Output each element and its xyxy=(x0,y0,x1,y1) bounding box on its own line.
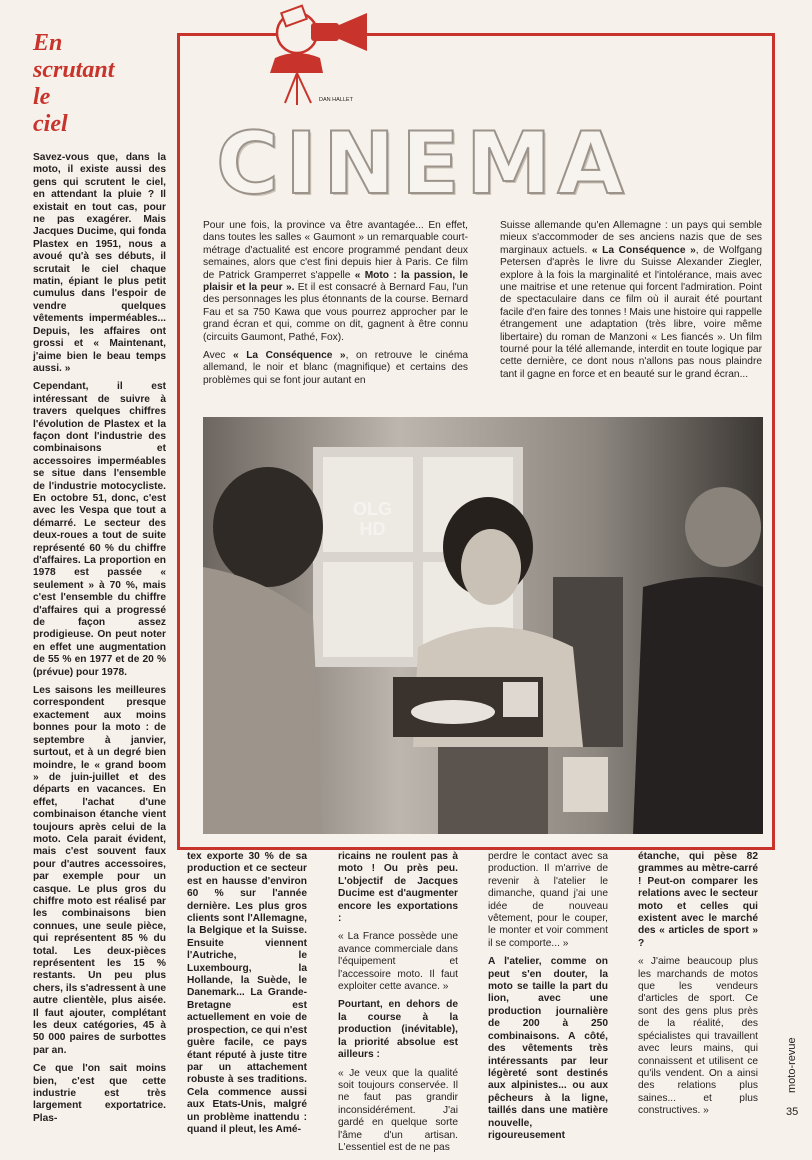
bold-text: A l'atelier, comme on peut s'en douter, la moto se taille la part du lion, avec une production journalière de 200 à 250 combinaisons. A côté, des vêtements très intéressants par leur légèreté sont destinés aux alpinistes... ou aux pêcheurs à la ligne, taillés dans une matière nouvelle, rigoureusement xyxy=(488,956,608,1141)
text: « J'aime beaucoup plus les marchands de motos que les vendeurs d'articles de sport. Ce sont des gens plus près de la réalité, des spécialistes qui travaillent avec leurs mains, qui connaissent et utilisent ce qu'ils vendent. On a ainsi des relations plus saines... et plus constructives. » xyxy=(638,956,758,1117)
article-title xyxy=(33,30,153,138)
bold-text: « La Conséquence » xyxy=(233,350,346,362)
text: , de Wolfgang Petersen d'après le livre du Suisse Alexander Ziegler, explore à la fois la marginalité et l'intolérance, mais avec une maitrise et une retenue qui forcent l'admiration. Point de spectaculaire dans ce film où il aurait été pourtant facile d'en faire des tonnes ! Mais une histoire qui rappelle étrangement une adaptation (très libre, voire même libertaire) du roman de Manzoni « Les fiancés ». Un film tourné pour la télé allemande, interdit en toute logique par cette dernière, ce dont nous n'allons pas nous plaindre tant il gagne en force et en beauté sur le grand écran... xyxy=(500,244,763,380)
paragraph: Ce que l'on sait moins bien, c'est que cette industrie est très largement exportatrice. Plas- xyxy=(33,1063,166,1124)
watermark-line: HD xyxy=(359,519,386,539)
paragraph xyxy=(338,931,458,993)
paragraph xyxy=(338,851,458,925)
text: « Je veux que la qualité soit toujours conservée. Il ne faut pas grandir inconsidérément. J'ai gardé en quelque sorte l'âme d'un artisan. L'essentiel est de ne pas xyxy=(338,1067,458,1153)
bottom-column-3 xyxy=(488,851,608,1148)
film-still-photo xyxy=(203,417,763,834)
paragraph xyxy=(488,851,608,950)
cinema-heading: CINEMA xyxy=(216,114,630,214)
text: Et il est consacré à Bernard Fau, l'un des personnages les plus étonnants de la course. Bernard Fau et sa 750 Kawa que vous pourrez approcher par le grand écran et qui, comme on dit, gagnent à être connu (circuits Gaumont, Pathé, Fox). xyxy=(203,282,468,343)
bold-text: Pourtant, en dehors de la course à la production (inévitable), la priorité absolue est ailleurs : xyxy=(338,999,458,1061)
page-number: 35 xyxy=(786,1106,799,1118)
text: Avec xyxy=(203,350,233,362)
bold-text: « Moto : la passion, le plaisir et la peur ». xyxy=(203,269,469,294)
title-line: ciel xyxy=(33,111,68,137)
paragraph: Les saisons les meilleures correspondent presque exactement aux moins bonnes pour la moto : de septembre à janvier, surtout, et à un degré bien moindre, le « grand boom » de juin-juillet et des départs en vacances. En effet, l'achat d'une combinaison étanche vient toujours après celui de la moto. Cela parait évident, mais c'est souvent faux pour d'autres accessoires, par exemple pour un casque. Le plus gros du chiffre moto est réalisé par les combinaisons bien connues, une seule pièce, qui représentent 85 % du total. Les deux-pièces représentent les 15 % restants. Un peu plus chers, ils s'adressent à une autre clientèle, plus aisée. Il faut ajouter, complétant les deux catégories, 45 à 50 000 paires de surbottes par an. xyxy=(33,685,166,1056)
title-line: le xyxy=(33,84,51,110)
text: , on retrouve le cinéma allemand, le noir et blanc (magnifique) et certains des problèmes qui se font jour autant en xyxy=(203,350,468,386)
text: Suisse allemande qu'en Allemagne : un pays qui semble mieux s'accommoder de ses anciens nazis que de ses marginaux actuels. xyxy=(500,220,762,256)
watermark-line: OLG xyxy=(353,499,392,519)
paragraph xyxy=(203,350,468,387)
paragraph xyxy=(638,956,758,1117)
bold-text: « La Conséquence » xyxy=(591,244,696,256)
bold-text: tex exporte 30 % de sa production et ce secteur est en hausse d'environ 60 % sur l'année dernière. Les plus gros clients sont l'Allemagne, la Belgique et la Suisse. Ensuite viennent l'Autriche, le Luxembourg, la Hollande, la Suède, le Danemark... La Grande-Bretagne est actuellement en voie de prospection, ce qui n'est guère facile, ce pays étant réputé à juste titre par un attachement robuste à ses traditions. Cela commence aussi aux Etats-Unis, malgré un problème inattendu : quand il pleut, les Amé- xyxy=(187,851,307,1135)
paragraph xyxy=(338,1068,458,1155)
text: Pour une fois, la province va être avantagée... En effet, dans toutes les salles « Gaumont » un remarquable court-métrage d'actualité est encore programmé pendant deux semaines, alors que c'est fini depuis hier à Paris. Ce film de Patrick Gramperret s'appelle xyxy=(203,220,468,281)
title-line: scrutant xyxy=(33,57,115,83)
magazine-name: moto-revue xyxy=(786,1037,798,1093)
paragraph xyxy=(500,220,762,381)
paragraph xyxy=(187,851,307,1136)
text: perdre le contact avec sa production. Il m'arrive de revenir à l'atelier le dimanche, quand j'ai une idée de nouveau vêtement, pour le couper, le monter et voir comment il se comporte... » xyxy=(488,851,608,949)
title-line: En xyxy=(33,30,63,56)
bold-text: ricains ne roulent pas à moto ! Ou près peu. L'objectif de Jacques Ducime est d'augmenter encore les exportations : xyxy=(338,851,458,925)
paragraph: Savez-vous que, dans la moto, il existe aussi des gens qui scrutent le ciel, en attendant la pluie ? Il existait en tout cas, pour ne pas exagérer. Mais Jacques Ducime, qui fonda Plastex en 1951, nous a avoué qu'à ses débuts, il scrutait le ciel chaque matin, épiant le plus petit cumulus dans l'espoir de vendre quelques vêtements imperméables... Depuis, les affaires ont grossi et « Maintenant, j'aime bien le beau temps aussi. » xyxy=(33,152,166,374)
cinema-camera-logo xyxy=(245,3,375,108)
left-article-column xyxy=(33,152,166,1131)
bottom-column-4 xyxy=(638,851,758,1124)
text: « La France possède une avance commerciale dans l'équipement et l'accessoire moto. Il faut exploiter cette avance. » xyxy=(338,931,458,993)
logo-signature: DAN HALLET xyxy=(319,97,353,103)
paragraph xyxy=(203,220,468,344)
bottom-column-2 xyxy=(338,851,458,1160)
cinema-column-2 xyxy=(500,220,762,387)
paragraph xyxy=(338,999,458,1061)
cinema-column-1 xyxy=(203,220,468,393)
paragraph xyxy=(488,956,608,1142)
paragraph xyxy=(638,851,758,950)
photo-watermark xyxy=(353,499,392,539)
bottom-column-1 xyxy=(187,851,307,1142)
bold-text: étanche, qui pèse 82 grammes au mètre-carré ! Peut-on comparer les relations avec le secteur moto et celles qui existent avec le marché des « articles de sport » ? xyxy=(638,851,758,949)
paragraph: Cependant, il est intéressant de suivre à travers quelques chiffres l'évolution de Plastex et la façon dont l'industrie des combinaisons et accessoires imperméables se situe dans l'ensemble de l'industrie motocycliste. En octobre 51, donc, c'est avec les Vespa que tout a démarré. Le secteur des deux-roues a tout de suite représenté 60 % du chiffre d'affaires. La proportion en 1978 est passée « seulement » à 70 %, mais c'est l'ensemble du chiffre d'affaires qui a progressé de façon assez prodigieuse. On peut noter en effet une augmentation de 55 % en 1977 et de 20 % (prévue) pour 1978. xyxy=(33,381,166,678)
